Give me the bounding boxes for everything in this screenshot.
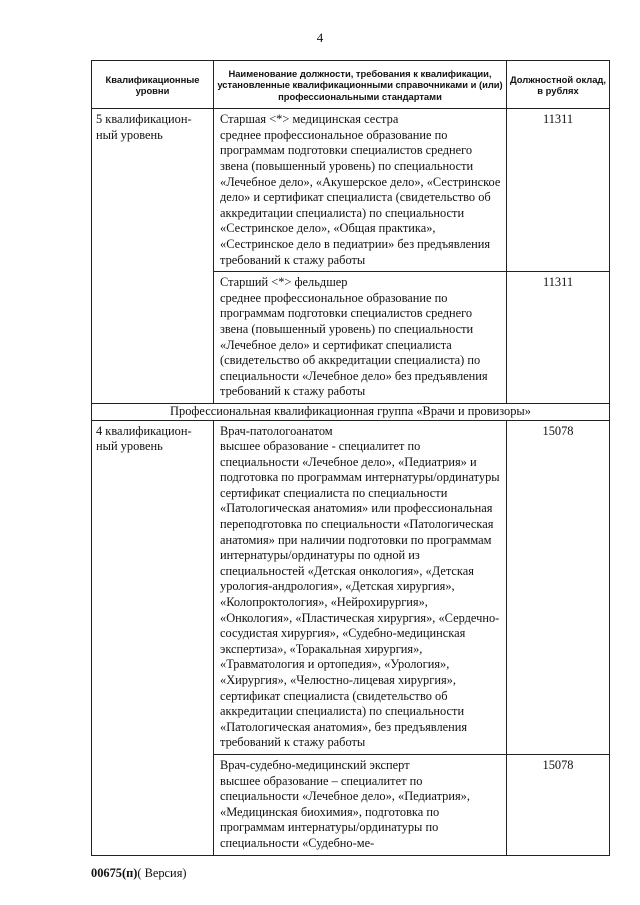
position-requirements: высшее образование – специалитет по специальности «Лечебное дело», «Педиатрия», «Медицинская биохимия», подготовка по программам интернатуры/ординатуры по специальности «Судебно-ме- xyxy=(220,773,470,850)
table-row xyxy=(92,109,610,272)
salary-cell: 11311 xyxy=(507,272,610,404)
header-position: Наименование должности, требования к квалификации, установленные квалификационными справочниками и (или) профессиональными стандартами xyxy=(214,61,507,109)
level-cell: 5 квалификацион-ный уровень xyxy=(92,109,214,404)
position-title: Старшая <*> медицинская сестра xyxy=(220,112,399,127)
salary-cell: 11311 xyxy=(507,109,610,272)
document-footer xyxy=(91,866,187,881)
table-header-row xyxy=(92,61,610,109)
position-title: Старший <*> фельдшер xyxy=(220,275,348,290)
position-cell xyxy=(214,109,507,272)
position-title: Врач-патологоанатом xyxy=(220,423,333,438)
salary-cell: 15078 xyxy=(507,420,610,754)
level-cell: 4 квалификацион-ный уровень xyxy=(92,420,214,855)
position-cell xyxy=(214,272,507,404)
group-title: Профессиональная квалификационная группа «Врачи и провизоры» xyxy=(92,403,610,420)
group-row xyxy=(92,403,610,420)
header-salary: Должностной оклад, в рублях xyxy=(507,61,610,109)
header-levels: Квалификационные уровни xyxy=(92,61,214,109)
salary-table xyxy=(91,60,610,856)
page-number: 4 xyxy=(316,30,324,45)
position-title: Врач-судебно-медицинский эксперт xyxy=(220,757,410,772)
salary-cell: 15078 xyxy=(507,754,610,855)
document-code: 00675(п) xyxy=(91,866,138,880)
position-requirements: среднее профессиональное образование по программам подготовки специалистов среднего звена (повышенный уровень) по специальности «Лечебное дело» и сертификат специалиста (свидетельство об аккредитации специалиста) по специальности «Лечебное дело» без предъявления требований к стажу работы xyxy=(220,290,488,399)
table-row xyxy=(92,420,610,754)
position-cell xyxy=(214,420,507,754)
position-requirements: высшее образование - специалитет по специальности «Лечебное дело», «Педиатрия» и подготовка по программам интернатуры/ординатуры сертификат специалиста по специальности «Патологическая анатомия» или профессиональная переподготовка по специальности «Патологическая анатомия» при наличии подготовки по программам интернатуры/ординатуры по одной из специальностей «Детская онкология», «Детская урология-андрология», «Детская хирургия», «Колопроктология», «Нейрохирургия», «Онкология», «Пластическая хирургия», «Сердечно-сосудистая хирургия», «Судебно-медицинская экспертиза», «Торакальная хирургия», «Травматология и ортопедия», «Урология», «Хирургия», «Челюстно-лицевая хирургия», сертификат специалиста (свидетельство об аккредитации специалиста) по специальности «Патологическая анатомия», без предъявления требований к стажу работы xyxy=(220,439,500,750)
position-cell xyxy=(214,754,507,855)
position-requirements: среднее профессиональное образование по программам подготовки специалистов среднего звена (повышенный уровень) по специальности «Лечебное дело», «Акушерское дело», «Сестринское дело» и сертификат специалиста (свидетельство об аккредитации специалиста) по специальности «Сестринское дело», «Общая практика», «Сестринское дело в педиатрии» без предъявления требований к стажу работы xyxy=(220,127,501,267)
document-version: ( Версия) xyxy=(137,866,187,880)
